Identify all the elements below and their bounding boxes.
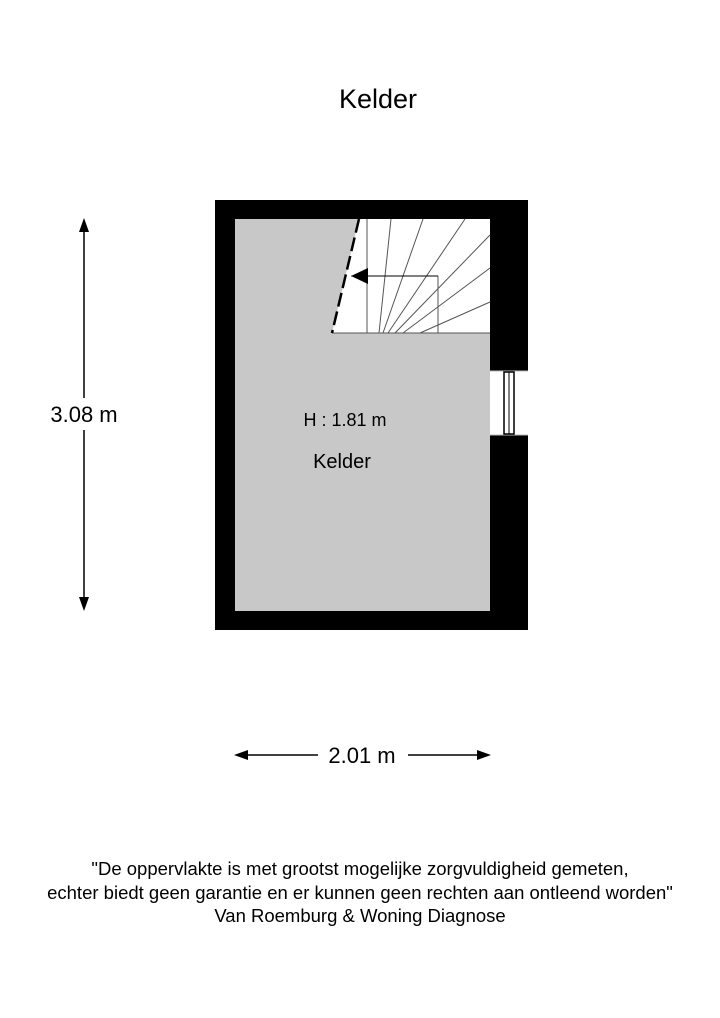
- room-height-label: H : 1.81 m: [303, 410, 387, 430]
- disclaimer-line-2: echter biedt geen garantie en er kunnen geen rechten aan ontleend worden": [47, 881, 673, 903]
- disclaimer: [0, 857, 720, 928]
- window: [490, 371, 528, 435]
- disclaimer-line-1: "De oppervlakte is met grootst mogelijke zorgvuldigheid gemeten,: [91, 858, 629, 879]
- horizontal-dimension-label: 2.01 m: [328, 743, 396, 768]
- floor-title: Kelder: [338, 84, 418, 114]
- staircase: [332, 219, 490, 333]
- disclaimer-line-3: Van Roemburg & Woning Diagnose: [214, 905, 506, 926]
- vertical-dimension-label: 3.08 m: [50, 402, 118, 427]
- vertical-arrow-top: [79, 218, 89, 232]
- horizontal-arrow-right: [477, 750, 491, 760]
- vertical-arrow-bottom: [79, 597, 89, 611]
- horizontal-arrow-left: [234, 750, 248, 760]
- room-name-label: Kelder: [313, 451, 371, 473]
